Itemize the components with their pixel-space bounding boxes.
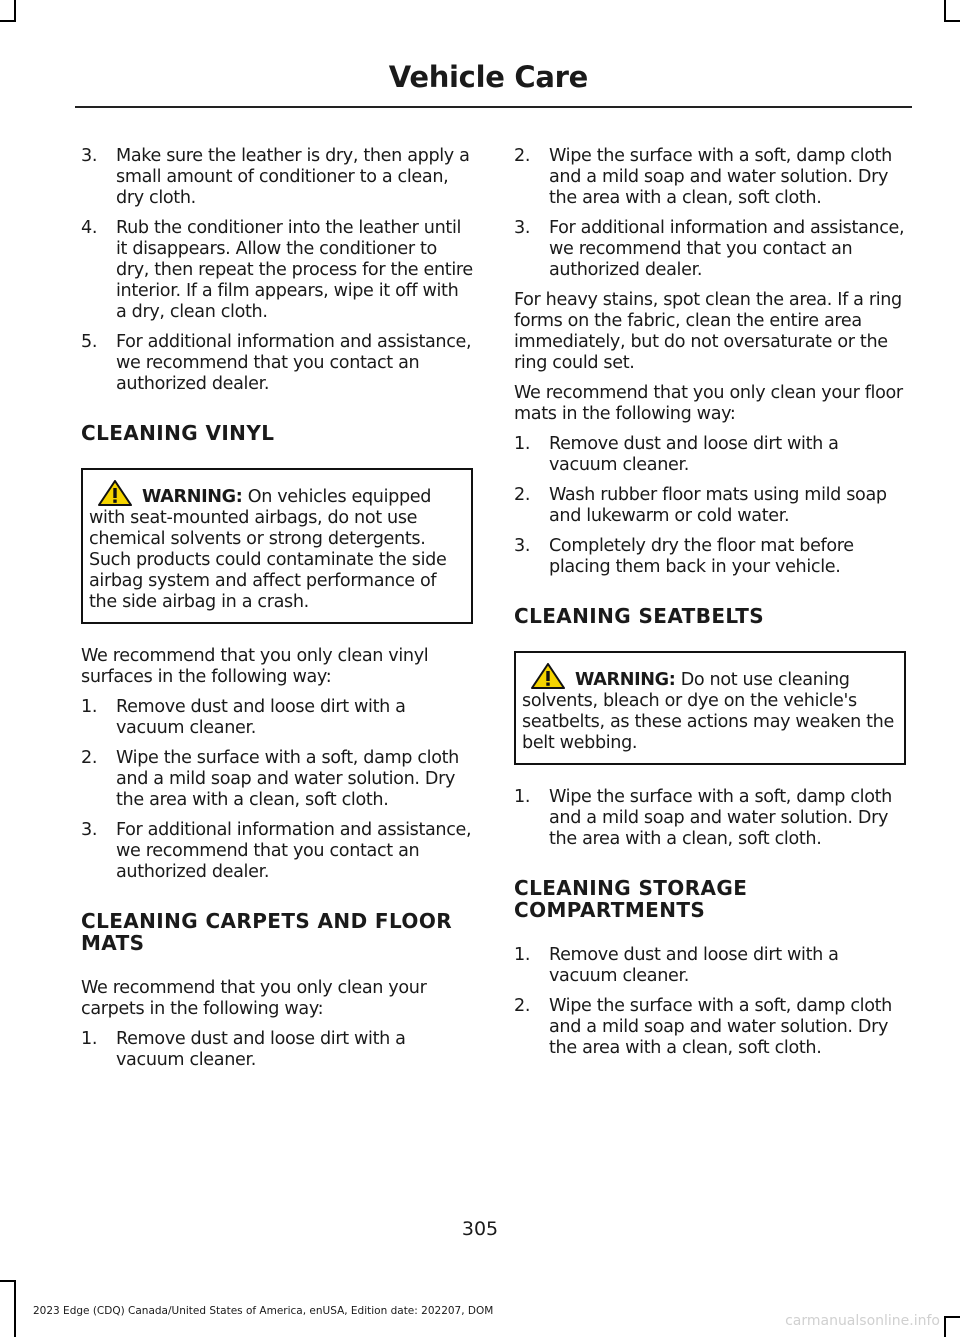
- list-item: 3. Completely dry the floor mat before placing them back in your vehicle.: [514, 536, 854, 577]
- crop-mark: [944, 20, 960, 22]
- watermark: carmanualsonline.info: [785, 1313, 940, 1329]
- list-item: 1. Remove dust and loose dirt with a vacuum cleaner.: [81, 1029, 406, 1070]
- crop-mark: [944, 1316, 946, 1337]
- list-item: 3. Make sure the leather is dry, then apply a small amount of conditioner to a clean, dry cloth.: [81, 146, 470, 208]
- page-number: 305: [461, 1218, 499, 1240]
- section-heading: CLEANING STORAGE COMPARTMENTS: [514, 876, 748, 922]
- header-divider: [75, 106, 912, 108]
- right-column: [514, 146, 906, 1068]
- warning-triangle-icon: [98, 480, 132, 506]
- list-item: 3. For additional information and assistance, we recommend that you contact an authorized dealer.: [514, 218, 905, 280]
- list-item: 2. Wipe the surface with a soft, damp cloth and a mild soap and water solution. Dry the area with a clean, soft cloth.: [514, 146, 892, 208]
- warning-box: WARNING: On vehicles equipped with seat-mounted airbags, do not use chemical solvents or strong detergents. Such products could contaminate the side airbag system and affect performance of the side airbag in a crash.: [81, 468, 473, 624]
- list-item: 5. For additional information and assistance, we recommend that you contact an authorized dealer.: [81, 332, 472, 394]
- list-item: 1. Remove dust and loose dirt with a vacuum cleaner.: [81, 697, 406, 738]
- paragraph: For heavy stains, spot clean the area. If a ring forms on the fabric, clean the entire area immediately, but do not oversaturate or the ring could set.: [514, 290, 902, 373]
- list-item: 2. Wash rubber floor mats using mild soap and lukewarm or cold water.: [514, 485, 887, 526]
- crop-mark: [0, 20, 16, 22]
- list-item: 1. Remove dust and loose dirt with a vacuum cleaner.: [514, 945, 839, 986]
- crop-mark: [944, 0, 946, 22]
- section-heading: CLEANING VINYL: [81, 421, 275, 445]
- page-title: Vehicle Care: [388, 60, 588, 94]
- footer-text: 2023 Edge (CDQ) Canada/United States of America, enUSA, Edition date: 202207, DOM: [33, 1305, 494, 1317]
- crop-mark: [14, 0, 16, 22]
- warning-triangle-icon: [531, 663, 565, 689]
- paragraph: We recommend that you only clean vinyl surfaces in the following way:: [81, 646, 429, 687]
- crop-mark: [0, 1280, 16, 1282]
- list-item: 2. Wipe the surface with a soft, damp cloth and a mild soap and water solution. Dry the area with a clean, soft cloth.: [81, 748, 459, 810]
- list-item: 1. Wipe the surface with a soft, damp cloth and a mild soap and water solution. Dry the area with a clean, soft cloth.: [514, 787, 892, 849]
- section-heading: CLEANING SEATBELTS: [514, 604, 765, 628]
- section-heading: CLEANING CARPETS AND FLOOR MATS: [81, 909, 453, 955]
- crop-mark: [944, 1316, 960, 1318]
- paragraph: We recommend that you only clean your carpets in the following way:: [81, 978, 427, 1019]
- crop-mark: [14, 1280, 16, 1337]
- warning-box: WARNING: Do not use cleaning solvents, bleach or dye on the vehicle's seatbelts, as these actions may weaken the belt webbing.: [514, 651, 906, 765]
- paragraph: We recommend that you only clean your floor mats in the following way:: [514, 383, 903, 424]
- list-item: 2. Wipe the surface with a soft, damp cloth and a mild soap and water solution. Dry the area with a clean, soft cloth.: [514, 996, 892, 1058]
- list-item: 4. Rub the conditioner into the leather until it disappears. Allow the conditioner to dry, then repeat the process for the entire interior. If a film appears, wipe it off with a dry, clean cloth.: [81, 218, 473, 322]
- list-item: 3. For additional information and assistance, we recommend that you contact an authorized dealer.: [81, 820, 472, 882]
- left-column: [81, 146, 473, 1080]
- list-item: 1. Remove dust and loose dirt with a vacuum cleaner.: [514, 434, 839, 475]
